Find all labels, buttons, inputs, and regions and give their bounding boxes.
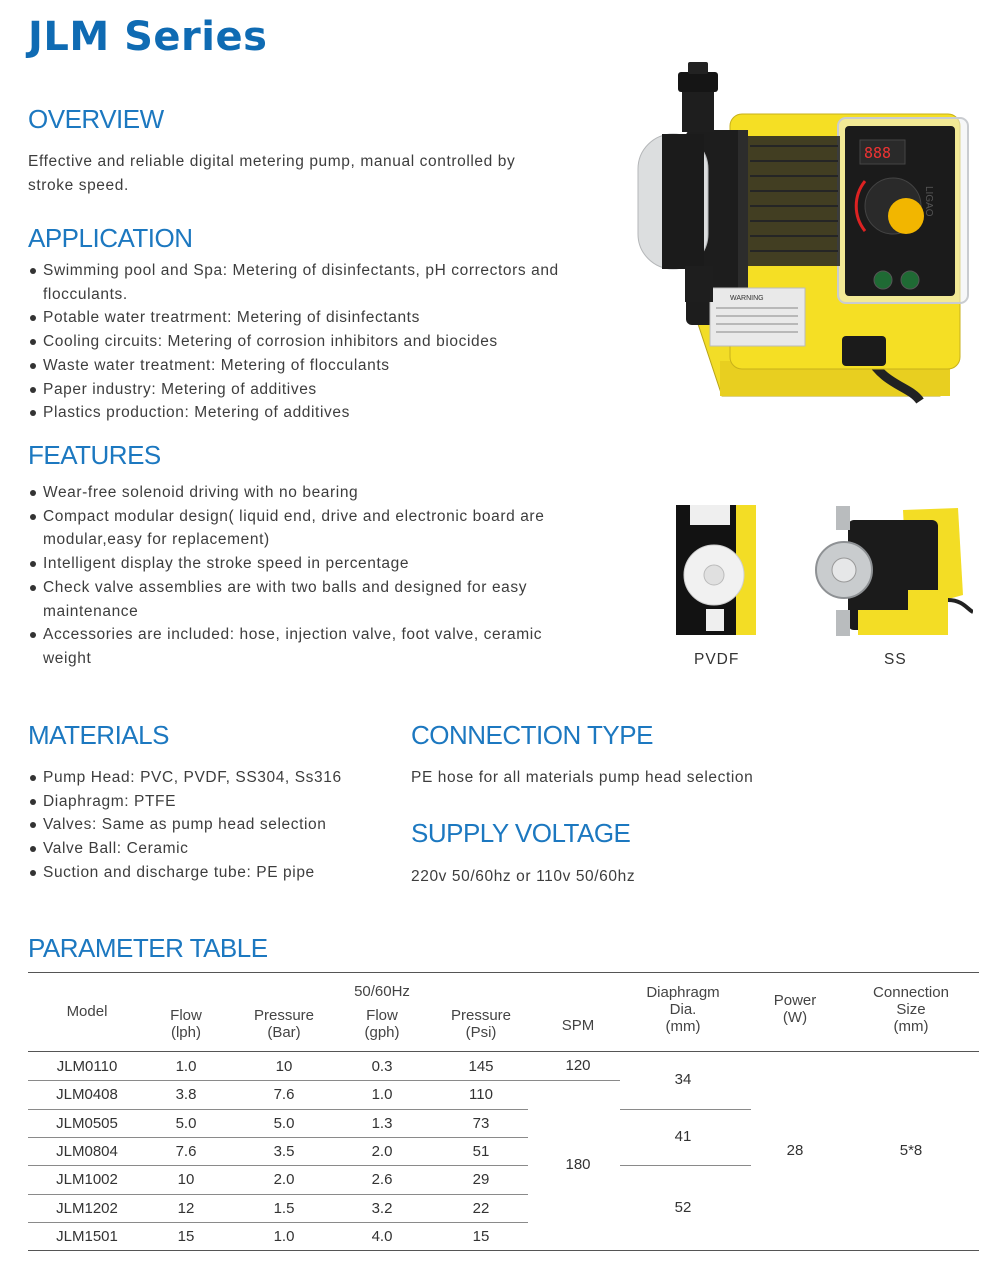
cell-model: JLM0408 xyxy=(56,1086,118,1104)
pvdf-pump-head-image xyxy=(676,505,756,635)
application-item-line: Waste water treatment: Metering of flocculants xyxy=(43,356,390,374)
application-item-line: Swimming pool and Spa: Metering of disinfectants, pH correctors and xyxy=(43,262,559,279)
header-group-50-60hz: 50/60Hz xyxy=(354,983,410,1000)
cell-flow-gph: 3.2 xyxy=(371,1199,393,1217)
cell-spm: 120 xyxy=(565,1057,591,1075)
cell-pressure-bar: 1.0 xyxy=(273,1227,295,1245)
header-power: (W) xyxy=(782,1009,808,1026)
cell-pressure-psi: 29 xyxy=(472,1171,490,1189)
cell-model: JLM1202 xyxy=(56,1199,118,1217)
table-rule xyxy=(620,1109,751,1110)
material-item xyxy=(30,813,400,837)
cell-pressure-psi: 22 xyxy=(472,1199,490,1217)
ss-caption: SS xyxy=(884,651,907,668)
feature-item-line: Accessories are included: hose, injection valve, foot valve, ceramic xyxy=(43,626,543,644)
application-item xyxy=(30,306,610,330)
application-list xyxy=(30,259,610,425)
application-item xyxy=(30,378,610,402)
material-item-line: Valves: Same as pump head selection xyxy=(43,816,327,834)
cell-pressure-bar: 10 xyxy=(275,1058,293,1075)
cell-flow-gph: 1.3 xyxy=(371,1114,393,1132)
header-flow-gph: Flow xyxy=(366,1007,398,1024)
table-rule xyxy=(28,1194,528,1195)
header-pressure-psi: Pressure xyxy=(450,1007,512,1024)
cell-model: JLM0804 xyxy=(56,1142,118,1160)
pvdf-caption: PVDF xyxy=(694,651,740,668)
application-item-line: flocculants. xyxy=(43,285,128,303)
features-list xyxy=(30,481,610,671)
table-rule xyxy=(28,1051,979,1052)
cell-pressure-psi: 145 xyxy=(468,1058,494,1075)
header-connection-size: Connection xyxy=(873,984,949,1001)
cell-pressure-psi: 73 xyxy=(472,1114,490,1132)
materials-list xyxy=(30,766,400,885)
application-item xyxy=(30,354,610,378)
cell-pressure-bar: 5.0 xyxy=(273,1114,295,1132)
pump-warning-label: WARNING xyxy=(730,295,764,302)
application-item-line: Cooling circuits: Metering of corrosion inhibitors and biocides xyxy=(43,333,498,351)
cell-flow-lph: 10 xyxy=(177,1171,195,1189)
application-item-line: Potable water treatrment: Metering of disinfectants xyxy=(43,309,420,327)
cell-flow-gph: 2.6 xyxy=(371,1171,393,1189)
cell-model: JLM1002 xyxy=(56,1171,118,1189)
overview-line: Effective and reliable digital metering pump, manual controlled by xyxy=(28,153,516,170)
cell-pressure-bar: 7.6 xyxy=(273,1086,295,1104)
feature-item-line: Wear-free solenoid driving with no bearing xyxy=(43,484,359,501)
svg-text:888: 888 xyxy=(864,144,892,162)
table-rule xyxy=(28,1165,528,1166)
feature-item xyxy=(30,552,610,576)
application-item xyxy=(30,401,610,425)
features-heading: FEATURES xyxy=(28,440,161,470)
table-rule xyxy=(28,1080,528,1081)
materials-heading: MATERIALS xyxy=(28,720,169,750)
header-flow-lph: Flow xyxy=(170,1007,202,1024)
header-pressure-bar: (Bar) xyxy=(267,1024,301,1041)
material-item-line: Suction and discharge tube: PE pipe xyxy=(43,863,315,881)
feature-item-line: Intelligent display the stroke speed in percentage xyxy=(43,555,410,573)
feature-item xyxy=(30,505,610,552)
table-rule xyxy=(28,1109,528,1110)
table-rule xyxy=(620,1165,751,1166)
supply-heading: SUPPLY VOLTAGE xyxy=(411,818,631,848)
material-item-line: Diaphragm: PTFE xyxy=(43,792,177,810)
header-connection-size: (mm) xyxy=(893,1018,929,1035)
pump-product-image xyxy=(610,56,980,416)
header-diaphragm: Diaphragm xyxy=(646,984,720,1001)
material-item xyxy=(30,837,400,861)
cell-pressure-bar: 1.5 xyxy=(273,1199,295,1217)
overview-text xyxy=(28,150,515,198)
feature-item xyxy=(30,623,610,670)
table-rule xyxy=(28,1137,528,1138)
parameter-table-heading: PARAMETER TABLE xyxy=(28,933,268,963)
ss-pump-head-image xyxy=(808,500,973,640)
cell-power: 28 xyxy=(786,1142,804,1160)
feature-item xyxy=(30,481,610,505)
feature-item-line: modular,easy for replacement) xyxy=(43,531,270,549)
feature-item-line: Compact modular design( liquid end, drive and electronic board are xyxy=(43,507,545,525)
table-rule xyxy=(528,1080,620,1081)
connection-text: PE hose for all materials pump head selection xyxy=(411,769,754,786)
header-flow-lph: (lph) xyxy=(170,1024,201,1041)
header-diaphragm: (mm) xyxy=(665,1018,701,1035)
cell-flow-lph: 1.0 xyxy=(175,1058,197,1075)
header-diaphragm: Dia. xyxy=(669,1001,697,1018)
cell-flow-lph: 7.6 xyxy=(175,1142,197,1160)
header-connection-size: Size xyxy=(896,1001,926,1018)
cell-flow-lph: 5.0 xyxy=(175,1114,197,1132)
feature-item-line: maintenance xyxy=(43,602,139,620)
header-pressure-psi: (Psi) xyxy=(465,1024,497,1041)
header-flow-gph: (gph) xyxy=(364,1024,400,1041)
cell-flow-gph: 0.3 xyxy=(371,1058,393,1075)
cell-flow-lph: 15 xyxy=(177,1227,195,1245)
application-item-line: Paper industry: Metering of additives xyxy=(43,380,317,398)
feature-item xyxy=(30,576,610,623)
cell-model: JLM0110 xyxy=(56,1058,118,1075)
header-spm: SPM xyxy=(561,1017,595,1034)
header-model: Model xyxy=(66,1003,108,1020)
cell-diaphragm: 52 xyxy=(674,1198,692,1216)
feature-item-line: Check valve assemblies are with two balls and designed for easy xyxy=(43,578,528,596)
cell-connection-size: 5*8 xyxy=(899,1142,923,1160)
table-top-rule xyxy=(28,972,979,973)
supply-text: 220v 50/60hz or 110v 50/60hz xyxy=(411,868,636,885)
cell-flow-gph: 1.0 xyxy=(371,1086,393,1104)
cell-pressure-bar: 2.0 xyxy=(273,1171,295,1189)
cell-model: JLM0505 xyxy=(56,1114,118,1132)
application-heading: APPLICATION xyxy=(28,223,193,253)
cell-model: JLM1501 xyxy=(56,1227,118,1245)
header-pressure-bar: Pressure xyxy=(253,1007,315,1024)
header-power: Power xyxy=(773,992,817,1009)
cell-spm: 180 xyxy=(565,1156,591,1174)
cell-pressure-psi: 110 xyxy=(469,1086,493,1104)
table-rule xyxy=(28,1222,528,1223)
material-item xyxy=(30,790,400,814)
cell-diaphragm: 34 xyxy=(674,1071,692,1089)
application-item xyxy=(30,330,610,354)
material-item-line: Valve Ball: Ceramic xyxy=(43,840,189,858)
connection-heading: CONNECTION TYPE xyxy=(411,720,653,750)
overview-line: stroke speed. xyxy=(28,177,129,194)
table-rule xyxy=(28,1250,979,1251)
cell-flow-gph: 4.0 xyxy=(371,1227,393,1245)
cell-pressure-bar: 3.5 xyxy=(273,1142,295,1160)
overview-heading: OVERVIEW xyxy=(28,104,164,134)
cell-diaphragm: 41 xyxy=(674,1127,692,1145)
cell-flow-lph: 3.8 xyxy=(175,1086,197,1104)
application-item xyxy=(30,259,610,306)
feature-item-line: weight xyxy=(43,649,92,667)
material-item xyxy=(30,766,400,790)
pump-brand-label: LIGAO xyxy=(923,186,934,217)
material-item xyxy=(30,861,400,885)
cell-pressure-psi: 51 xyxy=(472,1142,490,1160)
cell-flow-gph: 2.0 xyxy=(371,1142,393,1160)
application-item-line: Plastics production: Metering of additives xyxy=(43,404,350,422)
page-title: JLM Series xyxy=(28,14,268,60)
cell-pressure-psi: 15 xyxy=(472,1227,490,1245)
material-item-line: Pump Head: PVC, PVDF, SS304, Ss316 xyxy=(43,769,342,786)
cell-flow-lph: 12 xyxy=(177,1199,195,1217)
